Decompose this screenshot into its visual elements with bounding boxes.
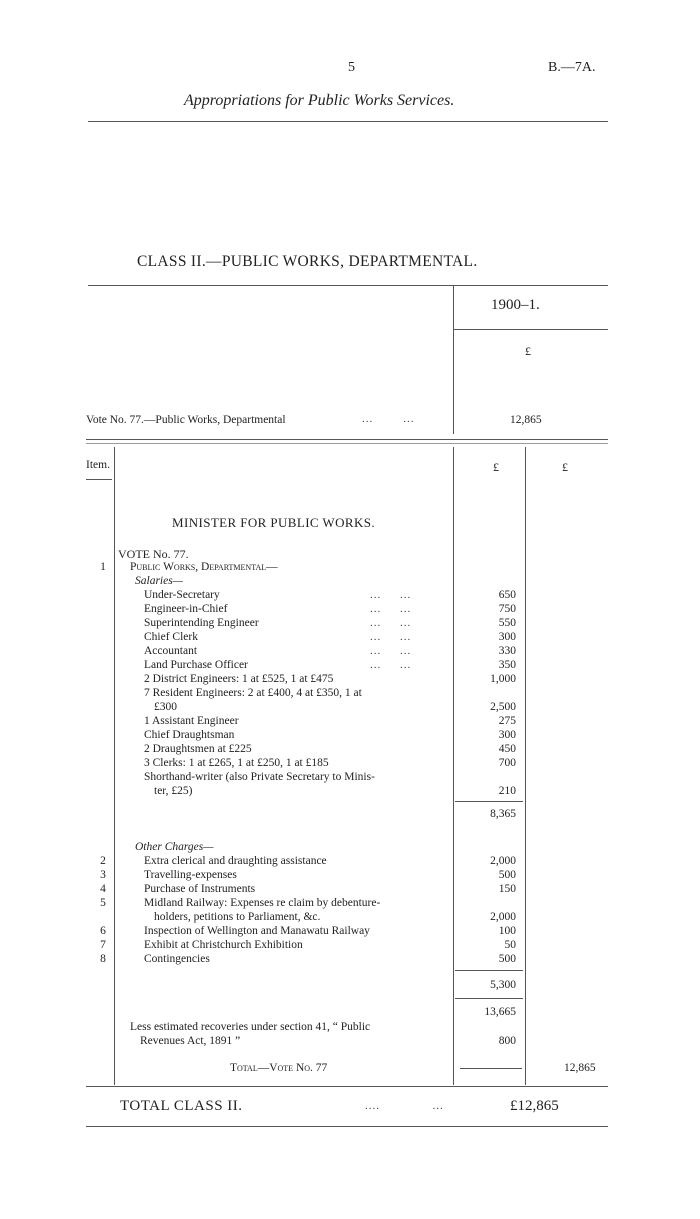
other-label: holders, petitions to Parliament, &c.	[154, 911, 321, 923]
total-vote-rule	[460, 1068, 522, 1069]
salaries-label: Salaries—	[135, 575, 183, 587]
less-recoveries-line-2: Revenues Act, 1891 ”	[140, 1035, 241, 1047]
salary-amount: 1,000	[490, 673, 516, 685]
salaries-total: 8,365	[490, 808, 516, 820]
summary-bottom-rule	[86, 439, 608, 440]
page-number: 5	[348, 60, 355, 75]
other-amount: 100	[498, 925, 516, 937]
other-amount: 50	[504, 939, 516, 951]
total-class-dots: .... ...	[365, 1100, 444, 1112]
other-label: Travelling-expenses	[144, 869, 237, 881]
other-amount: 2,000	[490, 855, 516, 867]
salary-amount: 210	[498, 785, 516, 797]
salary-amount: 650	[498, 589, 516, 601]
class-title: CLASS II.—PUBLIC WORKS, DEPARTMENTAL.	[137, 253, 478, 270]
other-amount: 500	[498, 869, 516, 881]
salary-label: Chief Clerk	[144, 631, 198, 643]
item-heading: Item.	[86, 459, 110, 471]
other-label: Extra clerical and draughting assistance	[144, 855, 327, 867]
item-column-divider	[114, 447, 115, 1085]
other-number: 7	[100, 939, 106, 951]
vote-label: Vote No. 77.—Public Works, Departmental	[86, 414, 286, 426]
document-code: B.—7A.	[548, 60, 596, 75]
salary-amount: 450	[498, 743, 516, 755]
vote-amount: 12,865	[510, 414, 542, 426]
total-vote-amount: 12,865	[564, 1062, 596, 1074]
other-total: 5,300	[490, 979, 516, 991]
summary-top-rule	[88, 285, 608, 286]
item-1-number: 1	[100, 561, 106, 573]
subtotal-column-divider	[525, 447, 526, 1085]
other-number: 8	[100, 953, 106, 965]
amount-column-divider	[453, 447, 454, 1085]
salary-label: Superintending Engineer	[144, 617, 259, 629]
less-recoveries-line-1: Less estimated recoveries under section 41, “ Public	[130, 1021, 371, 1033]
total-class-label: TOTAL CLASS II.	[120, 1098, 243, 1114]
other-label: Inspection of Wellington and Manawatu Railway	[144, 925, 370, 937]
summary-divider	[453, 286, 454, 434]
header-rule	[88, 121, 608, 122]
salary-amount: 750	[498, 603, 516, 615]
item-1-title: Public Works, Departmental—	[130, 561, 278, 573]
salary-amount: 700	[498, 757, 516, 769]
other-label: Contingencies	[144, 953, 210, 965]
dot-leaders: ... ... ... ... ... ... ... ... ... ... ... ...	[370, 589, 412, 671]
salary-amount: 275	[498, 715, 516, 727]
other-label: Exhibit at Christchurch Exhibition	[144, 939, 303, 951]
salary-amount: 350	[498, 659, 516, 671]
vote-dots: ... ...	[362, 413, 415, 425]
salary-label: 1 Assistant Engineer	[144, 715, 239, 727]
salary-label: 7 Resident Engineers: 2 at £400, 4 at £350, 1 at	[144, 687, 362, 699]
salary-label: Engineer-in-Chief	[144, 603, 228, 615]
section-heading: MINISTER FOR PUBLIC WORKS.	[172, 515, 376, 530]
year-heading: 1900–1.	[491, 297, 540, 313]
total-vote-label: Total—Vote No. 77	[230, 1062, 328, 1074]
salary-label: £300	[154, 701, 177, 713]
gross-total-rule	[455, 998, 523, 999]
detail-bottom-rule	[86, 1086, 608, 1087]
gross-total: 13,665	[484, 1006, 516, 1018]
salary-amount: 300	[498, 729, 516, 741]
other-number: 5	[100, 897, 106, 909]
other-charges-label: Other Charges—	[135, 841, 214, 853]
other-total-rule	[455, 970, 523, 971]
other-label: Purchase of Instruments	[144, 883, 256, 895]
page-subtitle: Appropriations for Public Works Services.	[184, 92, 455, 109]
salary-label: 2 District Engineers: 1 at £525, 1 at £475	[144, 673, 334, 685]
other-number: 3	[100, 869, 106, 881]
currency-col-1: £	[493, 460, 499, 474]
other-label: Midland Railway: Expenses re claim by debenture-	[144, 897, 381, 909]
salary-label: ter, £25)	[154, 785, 193, 797]
footer-rule	[86, 1126, 608, 1127]
less-recoveries-amount: 800	[498, 1035, 516, 1047]
salaries-total-rule	[455, 801, 523, 802]
other-number: 2	[100, 855, 106, 867]
salary-label: 3 Clerks: 1 at £265, 1 at £250, 1 at £185	[144, 757, 329, 769]
salary-label: Shorthand-writer (also Private Secretary to Minis-	[144, 771, 375, 783]
salary-label: Land Purchase Officer	[144, 659, 248, 671]
salary-label: Under-Secretary	[144, 589, 220, 601]
item-underline	[86, 479, 112, 480]
vote-number: VOTE No. 77.	[118, 547, 189, 561]
other-number: 4	[100, 883, 106, 895]
other-amount: 150	[498, 883, 516, 895]
other-amount: 500	[498, 953, 516, 965]
salary-label: Accountant	[144, 645, 198, 657]
total-class-amount: £12,865	[510, 1098, 559, 1114]
salary-amount: 550	[498, 617, 516, 629]
salary-amount: 330	[498, 645, 516, 657]
salary-amount: 300	[498, 631, 516, 643]
summary-bottom-rule-2	[86, 443, 608, 444]
summary-currency: £	[525, 344, 531, 358]
salary-label: Chief Draughtsman	[144, 729, 235, 741]
other-number: 6	[100, 925, 106, 937]
other-amount: 2,000	[490, 911, 516, 923]
salary-amount: 2,500	[490, 701, 516, 713]
currency-col-2: £	[562, 460, 568, 474]
salary-label: 2 Draughtsmen at £225	[144, 743, 252, 755]
year-rule	[453, 329, 608, 330]
